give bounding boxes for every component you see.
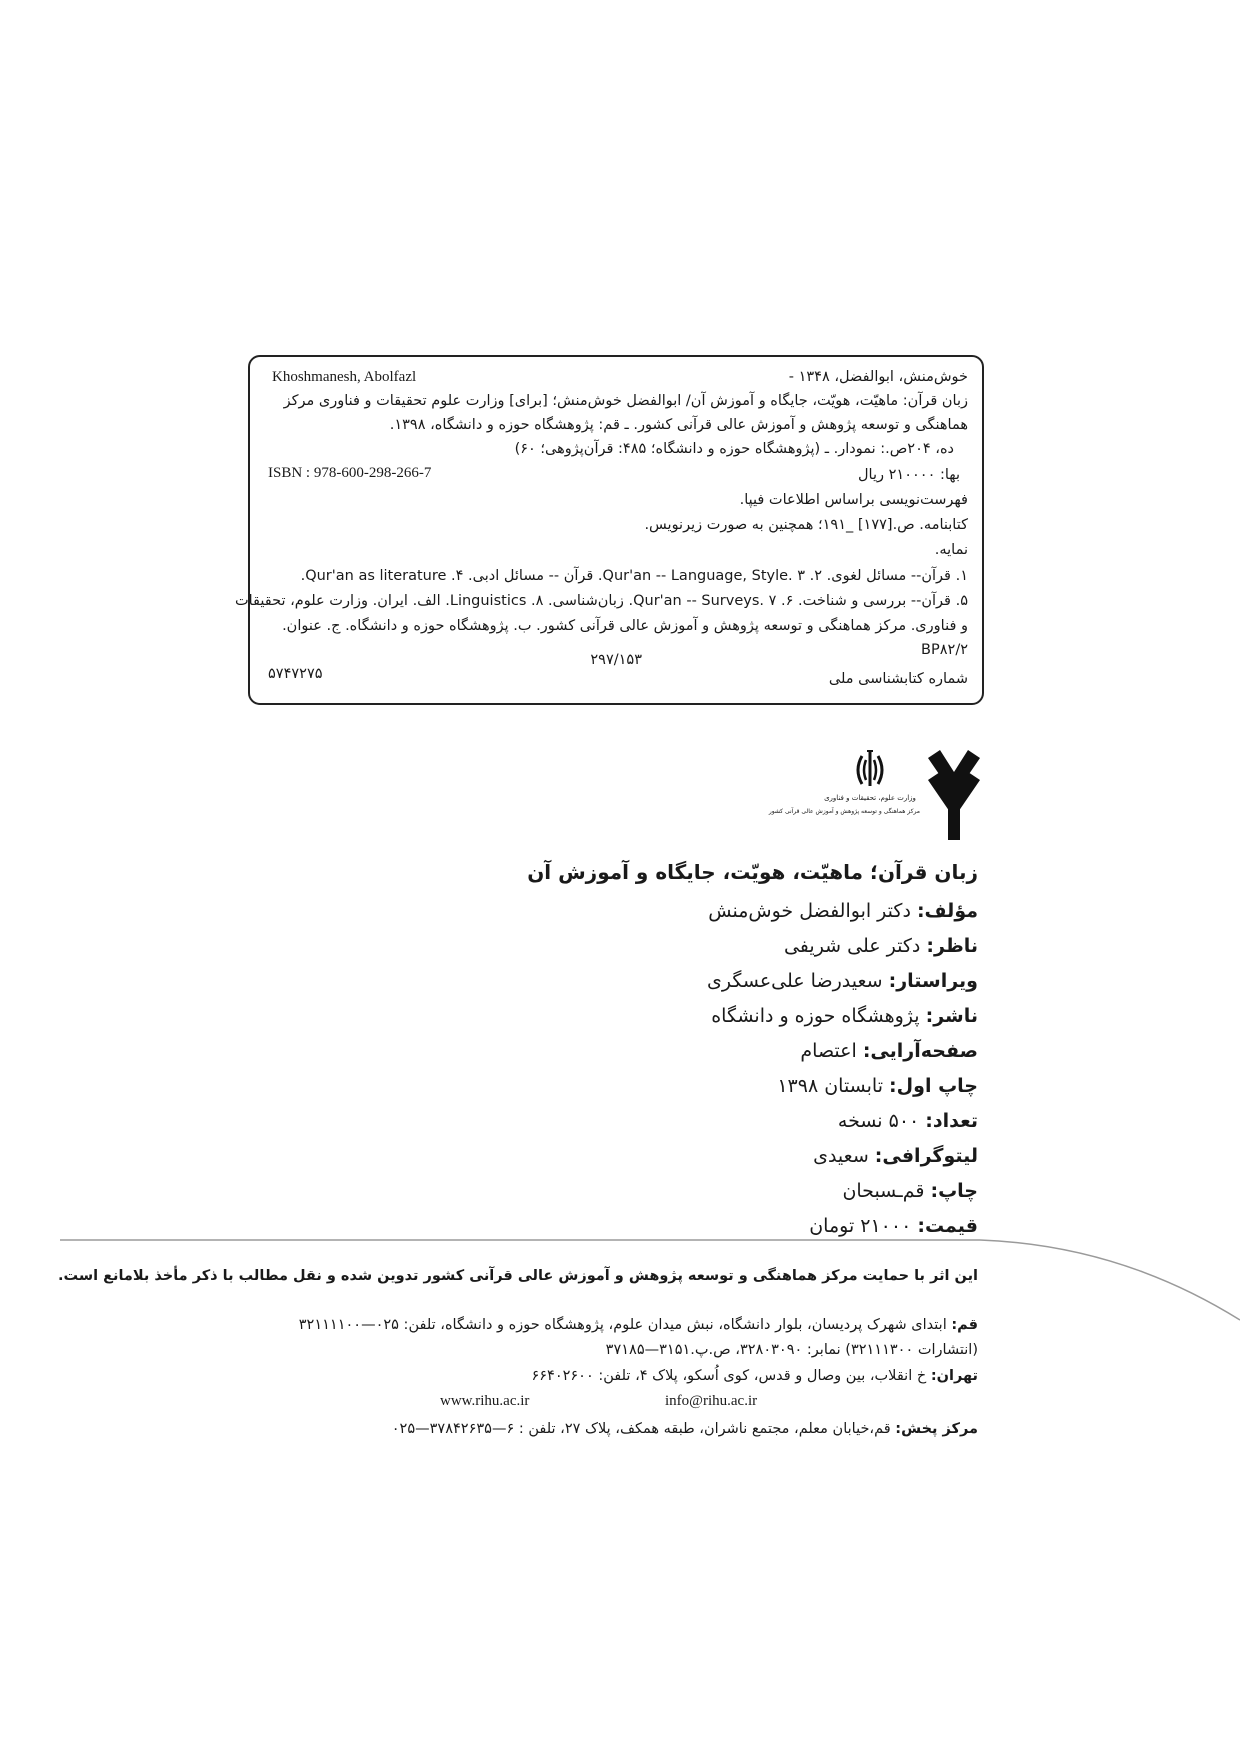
price-rial: بها: ۲۱۰۰۰۰ ریال: [858, 467, 960, 483]
bibliography-note: کتابنامه. ص.[۱۷۷] _۱۹۱؛ همچنین به صورت زیرنویس.: [644, 517, 968, 533]
credit-author: مؤلف: دکتر ابوالفضل خوش‌منش: [708, 900, 978, 922]
author-en: Khoshmanesh, Abolfazl: [272, 369, 417, 385]
credit-editor: ویراستار: سعیدرضا علی‌عسگری: [707, 970, 978, 992]
iran-emblem-icon: [848, 748, 892, 792]
tehran-address: تهران: خ انقلاب، بین وصال و قدس، کوی اُسکو، پلاک ۴، تلفن: ۶۶۴۰۲۶۰۰: [531, 1368, 978, 1384]
qom-address: قم: ابتدای شهرک پردیسان، بلوار دانشگاه، نبش میدان علوم، پژوهشگاه حوزه و دانشگاه، تلفن: ۰۲۵—۳۲۱۱۱۱۰۰: [298, 1317, 978, 1333]
credit-price: قیمت: ۲۱۰۰۰ تومان: [809, 1215, 978, 1237]
credit-first-print: چاپ اول: تابستان ۱۳۹۸: [777, 1075, 978, 1097]
credit-supervisor: ناظر: دکتر علی شریفی: [783, 935, 978, 957]
support-note: این اثر با حمایت مرکز هماهنگی و توسعه پژوهش و آموزش عالی قرآنی کشور تدوین شده و نقل مطالب با ذکر مأخذ بلامانع است.: [58, 1268, 978, 1284]
dewey-classification: ۲۹۷/۱۵۳: [590, 652, 642, 668]
isbn: ISBN : 978-600-298-266-7: [268, 465, 432, 481]
national-bibliography-label: شماره کتابشناسی ملی: [828, 671, 968, 687]
distribution-address: مرکز پخش: قم،خیابان معلم، مجتمع ناشران، طبقه همکف، پلاک ۲۷، تلفن : ۶—۳۷۸۴۲۶۳۵—۰۲۵: [391, 1421, 978, 1437]
subjects-line2: ۵. قرآن-- بررسی و شناخت. ۶. Qur'an -- Surveys. ۷. زبان‌شناسی. ۸. Linguistics. الف. ایران. وزارت علوم، تحقیقات: [234, 593, 968, 609]
logos: [768, 748, 980, 840]
national-bibliography-number: ۵۷۴۷۲۷۵: [268, 666, 323, 682]
email-link[interactable]: info@rihu.ac.ir: [665, 1393, 758, 1409]
lc-classification: BP۸۲/۲: [921, 642, 968, 658]
credit-lithography: لیتوگرافی: سعیدی: [813, 1145, 978, 1167]
credit-copies: تعداد: ۵۰۰ نسخه: [837, 1110, 978, 1132]
subjects-line3: و فناوری. مرکز هماهنگی و توسعه پژوهش و آموزش عالی قرآنی کشور. ب. پژوهشگاه حوزه و دانشگاه. ج. عنوان.: [282, 618, 968, 634]
book-title: زبان قرآن؛ ماهیّت، هویّت، جایگاه و آموزش آن: [527, 860, 978, 884]
physical-description: ده، ۲۰۴ص.: نمودار. ـ (پژوهشگاه حوزه و دانشگاه؛ ۴۸۵: قرآن‌پژوهی؛ ۶۰): [514, 441, 954, 457]
credit-printing: چاپ: قم‌ـسبحان: [842, 1180, 978, 1202]
subjects-line1: ۱. قرآن-- مسائل لغوی. ۲. Qur'an -- Language, Style. ۳. قرآن -- مسائل ادبی. ۴. Qur'an as literature.: [300, 568, 968, 584]
credit-layout: صفحه‌آرایی: اعتصام: [800, 1040, 978, 1062]
cataloging-box: [234, 355, 984, 705]
title-statement-line2: هماهنگی و توسعه پژوهش و آموزش عالی قرآنی کشور. ـ قم: پژوهشگاه حوزه و دانشگاه، ۱۳۹۸.: [389, 417, 968, 433]
author-fa: خوش‌منش، ابوالفضل، ۱۳۴۸ -: [788, 369, 968, 385]
qom-address-line2: (انتشارات ۳۲۱۱۱۳۰۰) نمابر: ۳۲۸۰۳۰۹۰، ص.پ.۳۱۵۱—۳۷۱۸۵: [605, 1342, 978, 1358]
website-link[interactable]: www.rihu.ac.ir: [440, 1393, 530, 1409]
ministry-line2: مرکز هماهنگی و توسعه پژوهش و آموزش عالی قرآنی کشور: [768, 808, 920, 815]
rihu-logo-icon: [928, 750, 980, 840]
title-statement-line1: زبان قرآن: ماهیّت، هویّت، جایگاه و آموزش آن/ ابوالفضل خوش‌منش؛ [برای] وزارت علوم تحقیقات و فناوری مرکز: [283, 393, 968, 409]
credit-publisher: ناشر: پژوهشگاه حوزه و دانشگاه: [711, 1005, 978, 1027]
ministry-line1: وزارت علوم، تحقیقات و فناوری: [824, 794, 916, 802]
ministry-logo-text: [768, 794, 920, 828]
fipa-note: فهرست‌نویسی براساس اطلاعات فیپا.: [739, 492, 968, 508]
index-note: نمایه.: [934, 542, 968, 558]
